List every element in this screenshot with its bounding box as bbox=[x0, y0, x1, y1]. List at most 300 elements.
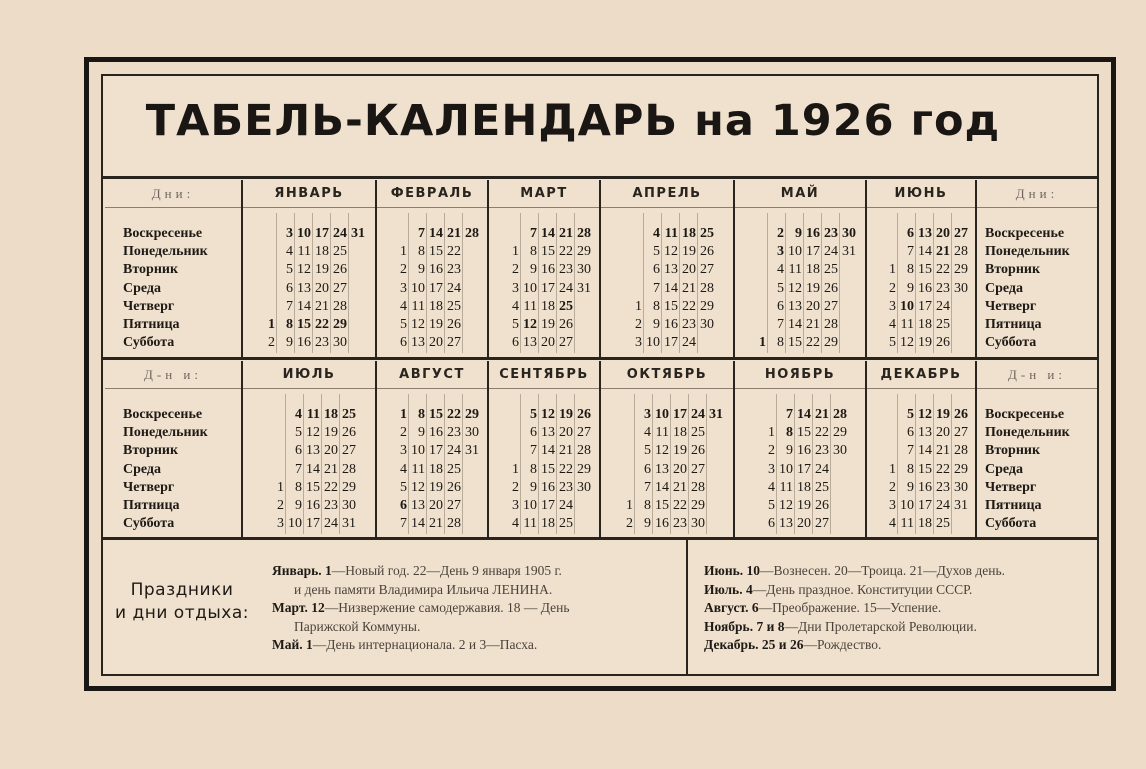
week-row bbox=[266, 461, 356, 479]
holiday-month: Декабрь. 25 и 26 bbox=[704, 637, 804, 652]
week-row bbox=[389, 225, 479, 243]
date-cell: 2 bbox=[268, 335, 275, 351]
date-cell: 19 bbox=[559, 407, 573, 422]
date-cell: 16 bbox=[297, 335, 311, 351]
date-cell: 20 bbox=[315, 280, 329, 296]
date-cell: 18 bbox=[541, 298, 555, 314]
date-cell: 2 bbox=[400, 425, 407, 441]
date-cell: 18 bbox=[429, 298, 443, 314]
date-cell: 7 bbox=[530, 226, 537, 241]
date-cell: 27 bbox=[824, 298, 838, 314]
week-row bbox=[389, 243, 479, 261]
week-row bbox=[501, 424, 591, 442]
weekday-label: Вторник bbox=[123, 262, 179, 278]
week-row bbox=[624, 280, 714, 298]
date-cell: 8 bbox=[286, 316, 293, 332]
week-row bbox=[878, 515, 968, 533]
date-cell: 19 bbox=[315, 262, 329, 278]
date-cell bbox=[573, 316, 591, 334]
date-cell: 30 bbox=[342, 497, 356, 513]
date-cell: 29 bbox=[577, 461, 591, 477]
date-cell: 13 bbox=[918, 425, 932, 441]
date-cell bbox=[705, 515, 723, 533]
holiday-month: Май. 1 bbox=[272, 637, 313, 652]
month-grid bbox=[878, 225, 968, 352]
week-row bbox=[266, 497, 356, 515]
date-cell bbox=[705, 479, 723, 497]
date-cell: 27 bbox=[342, 443, 356, 459]
column-separator bbox=[375, 180, 377, 357]
date-cell: 8 bbox=[644, 497, 651, 513]
date-cell: 27 bbox=[447, 335, 461, 351]
date-cell bbox=[266, 424, 284, 442]
date-cell: 27 bbox=[559, 335, 573, 351]
date-cell: 18 bbox=[429, 461, 443, 477]
date-cell: 5 bbox=[653, 244, 660, 260]
date-cell: 10 bbox=[900, 298, 914, 314]
date-cell: 31 bbox=[954, 497, 968, 513]
holiday-line bbox=[272, 636, 570, 655]
date-cell: 23 bbox=[559, 262, 573, 278]
date-cell: 28 bbox=[833, 407, 847, 422]
date-cell: 25 bbox=[700, 226, 714, 241]
date-cell: 30 bbox=[577, 479, 591, 495]
week-row bbox=[748, 334, 856, 352]
column-separator bbox=[975, 361, 977, 537]
month-header-row bbox=[105, 361, 1099, 389]
date-cell bbox=[257, 280, 275, 298]
date-cell: 9 bbox=[795, 226, 802, 241]
week-row bbox=[389, 515, 479, 533]
column-separator bbox=[599, 361, 601, 537]
weekday-label: Пятница bbox=[123, 317, 180, 333]
date-cell: 15 bbox=[541, 244, 555, 260]
date-cell: 11 bbox=[655, 425, 669, 441]
date-cell bbox=[347, 316, 365, 334]
holiday-text: —Вознесен. 20—Троица. 21—Духов день. bbox=[759, 563, 1005, 578]
date-cell: 6 bbox=[644, 461, 651, 477]
holiday-text: —День праздное. Конституции СССР. bbox=[752, 581, 973, 597]
date-cell bbox=[461, 280, 479, 298]
week-row bbox=[266, 479, 356, 497]
date-cell bbox=[389, 225, 407, 243]
date-cell: 21 bbox=[429, 516, 443, 532]
week-row bbox=[389, 316, 479, 334]
date-cell: 8 bbox=[295, 479, 302, 495]
date-cell: 4 bbox=[768, 479, 775, 495]
date-cell bbox=[461, 515, 479, 533]
month-grid bbox=[615, 406, 723, 533]
weekday-label: Вторник bbox=[985, 443, 1041, 459]
date-cell: 7 bbox=[400, 516, 407, 532]
date-cell: 16 bbox=[918, 479, 932, 495]
date-cell: 31 bbox=[842, 244, 856, 260]
date-cell: 4 bbox=[295, 407, 302, 422]
date-cell: 28 bbox=[700, 280, 714, 296]
date-cell: 22 bbox=[936, 461, 950, 477]
week-row bbox=[624, 225, 714, 243]
date-cell: 3 bbox=[400, 443, 407, 459]
column-separator bbox=[241, 361, 243, 537]
date-cell: 29 bbox=[833, 425, 847, 441]
date-cell: 10 bbox=[411, 280, 425, 296]
date-cell bbox=[347, 280, 365, 298]
date-cell: 9 bbox=[907, 479, 914, 495]
date-cell: 7 bbox=[777, 316, 784, 332]
divider bbox=[103, 357, 1097, 360]
month-grid bbox=[624, 225, 714, 352]
date-cell: 7 bbox=[530, 443, 537, 459]
date-cell: 29 bbox=[577, 244, 591, 260]
date-cell: 11 bbox=[900, 516, 914, 532]
date-cell: 13 bbox=[918, 226, 932, 241]
date-cell: 10 bbox=[788, 244, 802, 260]
column-separator bbox=[241, 180, 243, 357]
date-cell: 27 bbox=[954, 425, 968, 441]
date-cell bbox=[829, 479, 847, 497]
holiday-line bbox=[704, 562, 1005, 581]
week-row bbox=[757, 442, 847, 460]
date-cell: 2 bbox=[768, 443, 775, 459]
date-cell: 22 bbox=[315, 316, 329, 332]
date-cell: 17 bbox=[541, 280, 555, 296]
date-cell: 23 bbox=[447, 425, 461, 441]
holiday-line bbox=[272, 618, 570, 637]
date-cell: 4 bbox=[889, 516, 896, 532]
date-cell: 3 bbox=[889, 497, 896, 513]
date-cell: 27 bbox=[815, 516, 829, 532]
weekday-label: Четверг bbox=[123, 479, 175, 495]
date-cell: 2 bbox=[626, 516, 633, 532]
date-cell: 17 bbox=[541, 497, 555, 513]
date-cell: 21 bbox=[559, 226, 573, 241]
holiday-line bbox=[272, 581, 570, 600]
date-cell: 10 bbox=[523, 497, 537, 513]
date-cell: 12 bbox=[411, 479, 425, 495]
date-cell: 23 bbox=[682, 316, 696, 332]
holiday-month: Ноябрь. 7 и 8 bbox=[704, 618, 785, 634]
date-cell: 26 bbox=[577, 407, 591, 422]
date-cell: 18 bbox=[541, 516, 555, 532]
week-row bbox=[266, 424, 356, 442]
column-separator bbox=[599, 180, 601, 357]
weekday-label: Воскресенье bbox=[123, 407, 203, 422]
date-cell: 18 bbox=[918, 316, 932, 332]
date-cell: 8 bbox=[530, 244, 537, 260]
week-row bbox=[757, 424, 847, 442]
holiday-text: —Рождество. bbox=[803, 637, 882, 652]
month-name: ИЮЛЬ bbox=[243, 361, 375, 389]
date-cell bbox=[878, 442, 896, 460]
date-cell: 8 bbox=[418, 244, 425, 260]
date-cell: 24 bbox=[824, 244, 838, 260]
date-cell: 16 bbox=[429, 425, 443, 441]
date-cell: 29 bbox=[700, 298, 714, 314]
date-cell: 4 bbox=[512, 516, 519, 532]
week-row bbox=[748, 225, 856, 243]
date-cell: 19 bbox=[918, 335, 932, 351]
date-cell: 2 bbox=[512, 262, 519, 278]
week-row bbox=[878, 280, 968, 298]
date-cell: 19 bbox=[936, 407, 950, 422]
holiday-line bbox=[704, 636, 1005, 655]
date-cell: 3 bbox=[644, 407, 651, 422]
date-cell: 30 bbox=[833, 443, 847, 459]
date-cell: 7 bbox=[418, 226, 425, 241]
date-cell: 20 bbox=[541, 335, 555, 351]
date-cell bbox=[615, 461, 633, 479]
date-cell: 6 bbox=[400, 497, 407, 513]
date-cell: 10 bbox=[779, 461, 793, 477]
date-cell: 3 bbox=[512, 280, 519, 296]
date-cell bbox=[748, 298, 766, 316]
week-row bbox=[878, 424, 968, 442]
calendar-first-half bbox=[105, 180, 1097, 357]
date-cell bbox=[829, 497, 847, 515]
date-cell bbox=[257, 298, 275, 316]
date-cell bbox=[347, 261, 365, 279]
weekday-label: Среда bbox=[123, 280, 162, 296]
week-row bbox=[748, 243, 856, 261]
week-row bbox=[615, 497, 723, 515]
date-cell: 24 bbox=[559, 280, 573, 296]
date-cell: 9 bbox=[653, 316, 660, 332]
date-cell: 13 bbox=[655, 461, 669, 477]
date-cell bbox=[838, 316, 856, 334]
column-separator bbox=[487, 180, 489, 357]
week-row bbox=[389, 334, 479, 352]
column-separator bbox=[865, 180, 867, 357]
date-cell: 24 bbox=[815, 461, 829, 477]
date-cell: 25 bbox=[447, 461, 461, 477]
date-cell: 9 bbox=[644, 516, 651, 532]
date-cell: 24 bbox=[447, 280, 461, 296]
date-cell bbox=[624, 243, 642, 261]
date-cell: 2 bbox=[889, 479, 896, 495]
week-row bbox=[878, 225, 968, 243]
week-row bbox=[389, 461, 479, 479]
date-cell: 2 bbox=[277, 497, 284, 513]
date-cell: 15 bbox=[429, 407, 443, 422]
date-cell: 25 bbox=[559, 516, 573, 532]
page-title: ТАБЕЛЬ-КАЛЕНДАРЬ на 1926 год bbox=[145, 96, 1001, 146]
weekday-list-right bbox=[985, 406, 1070, 533]
date-cell: 28 bbox=[465, 226, 479, 241]
weekday-label: Понедельник bbox=[985, 425, 1070, 441]
week-row bbox=[878, 442, 968, 460]
weekday-label: Суббота bbox=[123, 335, 175, 351]
holiday-month: Август. 6 bbox=[704, 600, 759, 615]
date-cell: 3 bbox=[768, 461, 775, 477]
date-cell: 10 bbox=[411, 443, 425, 459]
month-name: ЯНВАРЬ bbox=[243, 180, 375, 208]
date-cell: 25 bbox=[936, 516, 950, 532]
week-row bbox=[257, 334, 365, 352]
date-cell: 1 bbox=[268, 316, 275, 332]
month-grid bbox=[389, 225, 479, 352]
date-cell: 23 bbox=[559, 479, 573, 495]
month-name: ОКТЯБРЬ bbox=[601, 361, 733, 389]
date-cell: 23 bbox=[815, 443, 829, 459]
weekday-label: Вторник bbox=[123, 443, 179, 459]
date-cell bbox=[347, 243, 365, 261]
date-cell bbox=[705, 424, 723, 442]
weekday-label: Среда bbox=[123, 461, 162, 477]
week-row bbox=[624, 261, 714, 279]
holidays-list-left bbox=[272, 562, 570, 655]
date-cell: 22 bbox=[324, 479, 338, 495]
week-row bbox=[615, 406, 723, 424]
date-cell: 17 bbox=[306, 516, 320, 532]
date-cell: 3 bbox=[512, 497, 519, 513]
holiday-month: Март. 12 bbox=[272, 600, 325, 615]
date-cell: 21 bbox=[559, 443, 573, 459]
weekday-label: Четверг bbox=[985, 298, 1037, 314]
date-cell: 30 bbox=[577, 262, 591, 278]
date-cell: 4 bbox=[644, 425, 651, 441]
date-cell: 7 bbox=[286, 298, 293, 314]
date-cell bbox=[705, 497, 723, 515]
date-cell: 28 bbox=[954, 244, 968, 260]
date-cell: 21 bbox=[936, 443, 950, 459]
week-row bbox=[501, 442, 591, 460]
week-row bbox=[878, 316, 968, 334]
date-cell: 4 bbox=[400, 461, 407, 477]
week-row bbox=[257, 316, 365, 334]
date-cell bbox=[829, 461, 847, 479]
date-cell: 15 bbox=[918, 262, 932, 278]
date-cell: 29 bbox=[691, 497, 705, 513]
date-cell: 10 bbox=[655, 407, 669, 422]
date-cell bbox=[878, 406, 896, 424]
month-name: ФЕВРАЛЬ bbox=[377, 180, 487, 208]
date-cell: 14 bbox=[411, 516, 425, 532]
date-cell: 29 bbox=[342, 479, 356, 495]
date-cell bbox=[461, 298, 479, 316]
date-cell bbox=[573, 334, 591, 352]
date-cell: 13 bbox=[306, 443, 320, 459]
date-cell: 21 bbox=[936, 244, 950, 260]
date-cell bbox=[347, 298, 365, 316]
date-cell: 31 bbox=[342, 516, 356, 532]
date-cell: 3 bbox=[777, 244, 784, 260]
date-cell: 6 bbox=[286, 280, 293, 296]
weekday-label: Понедельник bbox=[123, 244, 208, 260]
holiday-month: Июль. 4 bbox=[704, 581, 753, 597]
date-cell: 10 bbox=[297, 226, 311, 241]
date-cell bbox=[461, 334, 479, 352]
date-cell: 15 bbox=[297, 316, 311, 332]
date-cell: 14 bbox=[918, 244, 932, 260]
date-cell: 14 bbox=[306, 461, 320, 477]
date-cell: 16 bbox=[918, 280, 932, 296]
date-cell bbox=[705, 461, 723, 479]
date-cell: 25 bbox=[936, 316, 950, 332]
date-cell: 15 bbox=[788, 335, 802, 351]
date-cell: 13 bbox=[411, 497, 425, 513]
week-row bbox=[266, 515, 356, 533]
date-cell: 11 bbox=[306, 407, 320, 422]
days-header: Д-н и: bbox=[977, 361, 1097, 389]
date-cell: 17 bbox=[664, 335, 678, 351]
date-cell: 11 bbox=[523, 516, 537, 532]
date-cell: 22 bbox=[447, 407, 461, 422]
date-cell bbox=[573, 497, 591, 515]
week-row bbox=[389, 497, 479, 515]
date-cell: 1 bbox=[626, 497, 633, 513]
date-cell: 15 bbox=[306, 479, 320, 495]
date-cell: 14 bbox=[655, 479, 669, 495]
date-cell: 23 bbox=[824, 226, 838, 241]
date-cell: 5 bbox=[777, 280, 784, 296]
date-cell: 17 bbox=[673, 407, 687, 422]
date-cell: 10 bbox=[288, 516, 302, 532]
date-cell: 20 bbox=[797, 516, 811, 532]
week-row bbox=[878, 479, 968, 497]
date-cell bbox=[501, 424, 519, 442]
week-row bbox=[624, 243, 714, 261]
date-cell: 6 bbox=[777, 298, 784, 314]
date-cell: 11 bbox=[411, 461, 425, 477]
week-row bbox=[624, 298, 714, 316]
date-cell: 8 bbox=[777, 335, 784, 351]
month-name: АПРЕЛЬ bbox=[601, 180, 733, 208]
weekday-label: Среда bbox=[985, 280, 1024, 296]
date-cell: 8 bbox=[418, 407, 425, 422]
date-cell: 20 bbox=[936, 226, 950, 241]
week-row bbox=[257, 280, 365, 298]
date-cell bbox=[615, 406, 633, 424]
date-cell: 1 bbox=[400, 244, 407, 260]
date-cell: 19 bbox=[324, 425, 338, 441]
date-cell: 21 bbox=[806, 316, 820, 332]
date-cell: 26 bbox=[342, 425, 356, 441]
date-cell: 25 bbox=[447, 298, 461, 314]
date-cell: 12 bbox=[655, 443, 669, 459]
date-cell bbox=[878, 243, 896, 261]
date-cell: 24 bbox=[324, 516, 338, 532]
week-row bbox=[748, 298, 856, 316]
date-cell: 14 bbox=[918, 443, 932, 459]
date-cell: 29 bbox=[465, 407, 479, 422]
weekday-label: Пятница bbox=[985, 498, 1042, 514]
date-cell: 20 bbox=[673, 461, 687, 477]
date-cell: 11 bbox=[779, 479, 793, 495]
weekday-label: Воскресенье bbox=[985, 226, 1065, 241]
date-cell: 11 bbox=[664, 226, 678, 241]
date-cell: 27 bbox=[700, 262, 714, 278]
date-cell: 1 bbox=[889, 262, 896, 278]
week-row bbox=[501, 243, 591, 261]
weekday-list-right bbox=[985, 225, 1070, 352]
column-separator bbox=[975, 180, 977, 357]
date-cell: 20 bbox=[806, 298, 820, 314]
holidays-label bbox=[112, 579, 252, 625]
month-grid bbox=[389, 406, 479, 533]
date-cell: 12 bbox=[541, 407, 555, 422]
date-cell: 1 bbox=[277, 479, 284, 495]
date-cell bbox=[748, 280, 766, 298]
days-header: Д-н и: bbox=[105, 361, 241, 389]
weekday-label: Пятница bbox=[123, 498, 180, 514]
date-cell: 6 bbox=[768, 516, 775, 532]
date-cell: 8 bbox=[653, 298, 660, 314]
date-cell: 19 bbox=[673, 443, 687, 459]
date-cell: 20 bbox=[429, 335, 443, 351]
date-cell bbox=[461, 479, 479, 497]
date-cell: 4 bbox=[512, 298, 519, 314]
date-cell: 18 bbox=[797, 479, 811, 495]
